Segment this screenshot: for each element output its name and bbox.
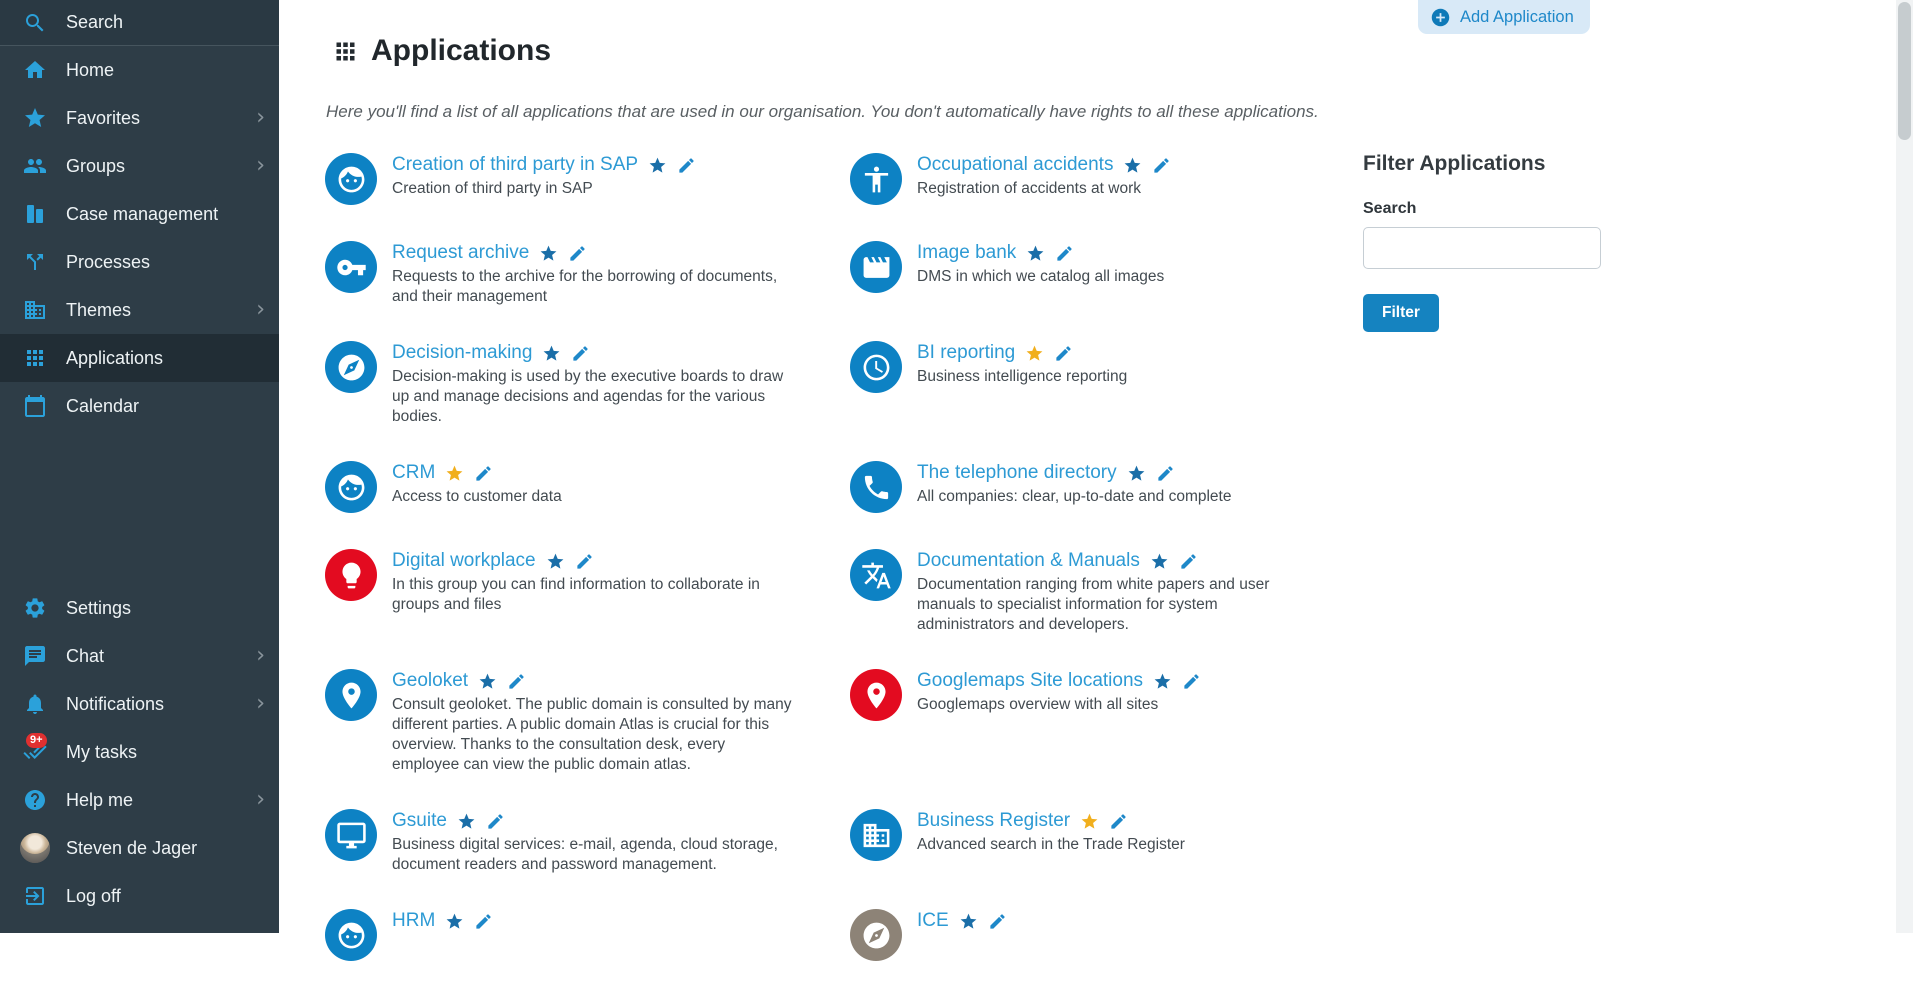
app-title-row [392, 154, 696, 176]
favorite-star-icon[interactable] [539, 244, 558, 263]
app-text [917, 341, 1127, 387]
favorite-star-icon[interactable] [1026, 244, 1045, 263]
edit-icon[interactable] [1156, 464, 1175, 483]
edit-icon [1055, 244, 1074, 263]
app-link[interactable]: Image bank [917, 242, 1017, 263]
edit-icon[interactable] [474, 464, 493, 483]
edit-icon[interactable] [988, 912, 1007, 931]
apps-grid-icon [332, 38, 359, 65]
logoff-icon [23, 884, 47, 908]
avatar [20, 833, 50, 863]
app-description: Creation of third party in SAP [392, 180, 593, 197]
sidebar-item-themes[interactable] [0, 286, 279, 334]
home-icon [23, 58, 47, 82]
sidebar-search-row [0, 0, 279, 46]
app-link[interactable]: Digital workplace [392, 550, 536, 571]
star-icon [1127, 464, 1146, 483]
sidebar-item-label: Notifications [66, 693, 165, 714]
app-card-request-archive [325, 241, 850, 307]
scrollbar[interactable] [1896, 0, 1913, 933]
logoff-icon [23, 884, 47, 908]
translate-icon [861, 560, 892, 591]
favorite-star-icon[interactable] [1153, 672, 1172, 691]
sidebar-item-chat[interactable] [0, 632, 279, 680]
edit-icon [1109, 812, 1128, 831]
sidebar-item-steven-de-jager[interactable] [0, 824, 279, 872]
app-card-decision-making [325, 341, 850, 427]
app-description: Business digital services: e-mail, agenda, cloud storage, document readers and password management. [392, 836, 778, 873]
app-description: In this group you can find information to collaborate in groups and files [392, 576, 760, 613]
favorite-star-icon[interactable] [959, 912, 978, 931]
app-card-ice [850, 909, 1375, 963]
edit-icon [988, 912, 1007, 931]
app-card-geoloket [325, 669, 850, 775]
app-link[interactable]: Googlemaps Site locations [917, 670, 1144, 691]
app-card-occupational-accidents [850, 153, 1375, 207]
app-icon[interactable] [325, 909, 377, 961]
sidebar-item-label: Home [66, 59, 115, 80]
sidebar-item-label: Search [66, 12, 124, 32]
face-icon [336, 164, 367, 195]
sidebar [0, 0, 279, 933]
page-subtitle: Here you'll find a list of all applications that are used in our organisation. You don't automatically have rights to all these applications. [326, 102, 1319, 121]
case-management-icon [23, 202, 47, 226]
edit-icon [575, 552, 594, 571]
notification-badge: 9+ [26, 733, 47, 748]
processes-icon [23, 250, 47, 274]
app-description: Consult geoloket. The public domain is consulted by many different parties. A public domain Atlas is crucial for this overview. Thanks to the consultation desk, every employee can view the public domain atlas. [392, 696, 792, 773]
app-icon[interactable] [325, 341, 377, 393]
accessibility-icon [861, 164, 892, 195]
app-title-row [917, 670, 1201, 692]
star-icon [1026, 244, 1045, 263]
app-title-row [392, 910, 493, 932]
edit-icon [474, 464, 493, 483]
app-title-row [392, 342, 792, 364]
compass-icon [336, 352, 367, 383]
app-title-row [917, 910, 1007, 932]
sidebar-item-label: Case management [66, 203, 219, 224]
star-icon [23, 106, 47, 130]
sidebar-item-help-me[interactable] [0, 776, 279, 824]
edit-icon [474, 912, 493, 931]
calendar-icon [23, 394, 47, 418]
app-title-row [917, 242, 1164, 264]
add-application-button[interactable] [1418, 0, 1590, 34]
favorite-star-icon[interactable] [1123, 156, 1142, 175]
edit-icon[interactable] [486, 812, 505, 831]
favorite-star-icon[interactable] [648, 156, 667, 175]
star-icon [445, 912, 464, 931]
edit-icon[interactable] [1054, 344, 1073, 363]
star-icon [959, 912, 978, 931]
app-title-row [392, 810, 792, 832]
edit-icon [677, 156, 696, 175]
page-title: Applications [371, 34, 552, 67]
app-link[interactable]: Creation of third party in SAP [392, 154, 639, 175]
edit-icon[interactable] [677, 156, 696, 175]
app-description: Documentation ranging from white papers and user manuals to specialist information for system administrators and developers. [917, 576, 1270, 633]
app-icon[interactable] [325, 669, 377, 721]
chevron-right-icon: › [256, 643, 265, 668]
app-title-row [392, 670, 792, 692]
sidebar-item-processes[interactable] [0, 238, 279, 286]
sidebar-item-case-management[interactable] [0, 190, 279, 238]
star-icon [1025, 344, 1044, 363]
app-description: All companies: clear, up-to-date and complete [917, 488, 1232, 505]
star-icon [457, 812, 476, 831]
app-card-business-register [850, 809, 1375, 875]
processes-icon [23, 250, 47, 274]
search-icon [23, 11, 47, 35]
chevron-right-icon: › [256, 105, 265, 130]
filter-panel-title: Filter Applications [1363, 152, 1546, 175]
app-card-documentation-manuals [850, 549, 1375, 635]
app-card-digital-workplace [325, 549, 850, 635]
app-description: Business intelligence reporting [917, 368, 1128, 385]
app-icon[interactable] [325, 241, 377, 293]
sidebar-item-groups[interactable] [0, 142, 279, 190]
app-card-the-telephone-directory [850, 461, 1375, 515]
edit-icon [571, 344, 590, 363]
edit-icon [1179, 552, 1198, 571]
app-text [917, 909, 1007, 932]
edit-icon[interactable] [1179, 552, 1198, 571]
app-text [392, 341, 792, 427]
sidebar-item-home[interactable] [0, 46, 279, 94]
app-title-row [917, 342, 1127, 364]
sidebar-item-notifications[interactable] [0, 680, 279, 728]
app-icon[interactable] [850, 669, 902, 721]
app-description: Requests to the archive for the borrowing of documents, and their management [392, 268, 778, 305]
app-link[interactable]: The telephone directory [917, 462, 1117, 483]
app-icon[interactable] [850, 809, 902, 861]
gear-icon [23, 596, 47, 620]
edit-icon[interactable] [1109, 812, 1128, 831]
star-icon [546, 552, 565, 571]
filter-search-input[interactable] [1363, 227, 1601, 269]
app-icon[interactable] [850, 153, 902, 205]
star-icon [1123, 156, 1142, 175]
apps-grid-icon [23, 346, 47, 370]
face-icon [336, 920, 367, 951]
edit-icon[interactable] [507, 672, 526, 691]
sidebar-item-search[interactable] [0, 0, 279, 45]
add-circle-icon [1430, 7, 1451, 28]
sidebar-item-applications[interactable] [0, 334, 279, 382]
building-icon [861, 820, 892, 851]
desktop-icon [336, 820, 367, 851]
app-card-hrm [325, 909, 850, 963]
favorite-star-icon[interactable] [542, 344, 561, 363]
favorite-star-icon[interactable] [1025, 344, 1044, 363]
app-description: Googlemaps overview with all sites [917, 696, 1159, 713]
filter-button[interactable]: Filter [1363, 294, 1439, 332]
sidebar-item-my-tasks[interactable] [0, 728, 279, 776]
app-icon[interactable] [850, 549, 902, 601]
app-text [392, 669, 792, 775]
edit-icon[interactable] [474, 912, 493, 931]
app-text [392, 909, 493, 932]
add-circle-icon [1430, 7, 1451, 28]
sidebar-item-label: Chat [66, 645, 105, 666]
app-icon[interactable] [325, 549, 377, 601]
app-text [917, 153, 1171, 199]
lightbulb-icon [336, 560, 367, 591]
bell-icon [23, 692, 47, 716]
app-link[interactable]: Documentation & Manuals [917, 550, 1140, 571]
calendar-icon [23, 394, 47, 418]
gear-icon [23, 596, 47, 620]
favorite-star-icon[interactable] [445, 912, 464, 931]
search-icon [23, 11, 47, 35]
app-title-row [917, 550, 1317, 572]
app-icon[interactable] [850, 241, 902, 293]
sidebar-item-favorites[interactable] [0, 94, 279, 142]
app-description: Advanced search in the Trade Register [917, 836, 1185, 853]
app-text [392, 809, 792, 875]
edit-icon [486, 812, 505, 831]
app-link[interactable]: Gsuite [392, 810, 447, 831]
help-icon [23, 788, 47, 812]
sidebar-item-label: Help me [66, 789, 134, 810]
app-title-row [917, 462, 1231, 484]
edit-icon [1152, 156, 1171, 175]
apps-grid-icon [23, 346, 47, 370]
app-card-bi-reporting [850, 341, 1375, 427]
app-card-gsuite [325, 809, 850, 875]
star-icon [445, 464, 464, 483]
edit-icon [1182, 672, 1201, 691]
star-icon [478, 672, 497, 691]
star-icon [542, 344, 561, 363]
star-icon [1150, 552, 1169, 571]
app-icon[interactable] [850, 909, 902, 961]
app-icon[interactable] [850, 461, 902, 513]
chevron-right-icon: › [256, 297, 265, 322]
star-icon [1080, 812, 1099, 831]
sidebar-item-label: My tasks [66, 741, 138, 762]
edit-icon[interactable] [1182, 672, 1201, 691]
page-header [332, 34, 551, 68]
help-icon [23, 788, 47, 812]
app-title-row [392, 462, 562, 484]
app-text [392, 241, 792, 307]
app-text [917, 809, 1185, 855]
sidebar-item-label: Favorites [66, 107, 141, 128]
star-icon [539, 244, 558, 263]
app-link[interactable]: BI reporting [917, 342, 1016, 363]
favorite-star-icon[interactable] [457, 812, 476, 831]
app-text [917, 241, 1164, 287]
chat-icon [23, 644, 47, 668]
app-description: Access to customer data [392, 488, 562, 505]
compass-icon [861, 920, 892, 951]
scrollbar-thumb[interactable] [1898, 2, 1911, 140]
apps-grid-icon [332, 38, 359, 65]
edit-icon[interactable] [568, 244, 587, 263]
app-card-crm [325, 461, 850, 515]
sidebar-item-label: Settings [66, 597, 132, 618]
app-text [917, 669, 1201, 715]
app-title-row [917, 154, 1171, 176]
app-link[interactable]: HRM [392, 910, 436, 931]
edit-icon[interactable] [1055, 244, 1074, 263]
app-link[interactable]: ICE [917, 910, 949, 931]
sidebar-nav-bottom [0, 584, 279, 920]
sidebar-item-label: Log off [66, 885, 121, 906]
sidebar-item-settings[interactable] [0, 584, 279, 632]
favorite-star-icon[interactable] [1127, 464, 1146, 483]
home-icon [23, 58, 47, 82]
sidebar-item-label: Themes [66, 299, 132, 320]
edit-icon[interactable] [575, 552, 594, 571]
phone-icon [861, 472, 892, 503]
clock-icon [861, 352, 892, 383]
app-card-image-bank [850, 241, 1375, 307]
sidebar-item-label: Processes [66, 251, 151, 272]
app-text [392, 549, 792, 615]
app-link[interactable]: Business Register [917, 810, 1071, 831]
filter-search-label: Search [1363, 200, 1417, 217]
app-title-row [392, 550, 792, 572]
sidebar-item-calendar[interactable] [0, 382, 279, 430]
app-description: Registration of accidents at work [917, 180, 1141, 197]
place-pin-icon [336, 680, 367, 711]
app-link[interactable]: Request archive [392, 242, 530, 263]
app-text [392, 153, 696, 199]
applications-grid [325, 153, 1380, 997]
key-icon [336, 252, 367, 283]
place-pin-icon [861, 680, 892, 711]
app-icon[interactable] [325, 153, 377, 205]
app-link[interactable]: Geoloket [392, 670, 469, 691]
app-icon[interactable] [850, 341, 902, 393]
sidebar-item-log-off[interactable] [0, 872, 279, 920]
chevron-right-icon: › [256, 691, 265, 716]
app-text [392, 461, 562, 507]
favorite-star-icon[interactable] [478, 672, 497, 691]
app-title-row [917, 810, 1185, 832]
app-text [917, 461, 1231, 507]
star-icon [648, 156, 667, 175]
app-link[interactable]: CRM [392, 462, 436, 483]
edit-icon [1054, 344, 1073, 363]
app-text [917, 549, 1317, 635]
favorite-star-icon[interactable] [546, 552, 565, 571]
favorite-star-icon[interactable] [1150, 552, 1169, 571]
chevron-right-icon: › [256, 153, 265, 178]
building-icon [23, 298, 47, 322]
groups-icon [23, 154, 47, 178]
star-icon [1153, 672, 1172, 691]
groups-icon [23, 154, 47, 178]
favorite-star-icon[interactable] [445, 464, 464, 483]
filter-panel [1363, 152, 1595, 332]
app-icon[interactable] [325, 461, 377, 513]
app-link[interactable]: Occupational accidents [917, 154, 1114, 175]
edit-icon [507, 672, 526, 691]
building-icon [23, 298, 47, 322]
star-icon [23, 106, 47, 130]
app-description: Decision-making is used by the executive boards to draw up and manage decisions and agendas for the various bodies. [392, 368, 784, 425]
edit-icon [1156, 464, 1175, 483]
movie-icon [861, 252, 892, 283]
case-management-icon [23, 202, 47, 226]
app-description: DMS in which we catalog all images [917, 268, 1165, 285]
edit-icon[interactable] [571, 344, 590, 363]
app-card-creation-of-third-party-in-sap [325, 153, 850, 207]
sidebar-nav-top [0, 46, 279, 430]
face-icon [336, 472, 367, 503]
sidebar-item-label: Calendar [66, 395, 140, 416]
bell-icon [23, 692, 47, 716]
app-link[interactable]: Decision-making [392, 342, 533, 363]
add-application-label: Add Application [1460, 7, 1574, 26]
sidebar-item-label: Steven de Jager [66, 837, 198, 858]
favorite-star-icon[interactable] [1080, 812, 1099, 831]
chat-icon [23, 644, 47, 668]
app-card-googlemaps-site-locations [850, 669, 1375, 775]
edit-icon[interactable] [1152, 156, 1171, 175]
chevron-right-icon: › [256, 787, 265, 812]
edit-icon [568, 244, 587, 263]
app-icon[interactable] [325, 809, 377, 861]
app-title-row [392, 242, 792, 264]
sidebar-item-label: Applications [66, 347, 164, 368]
sidebar-item-label: Groups [66, 155, 126, 176]
